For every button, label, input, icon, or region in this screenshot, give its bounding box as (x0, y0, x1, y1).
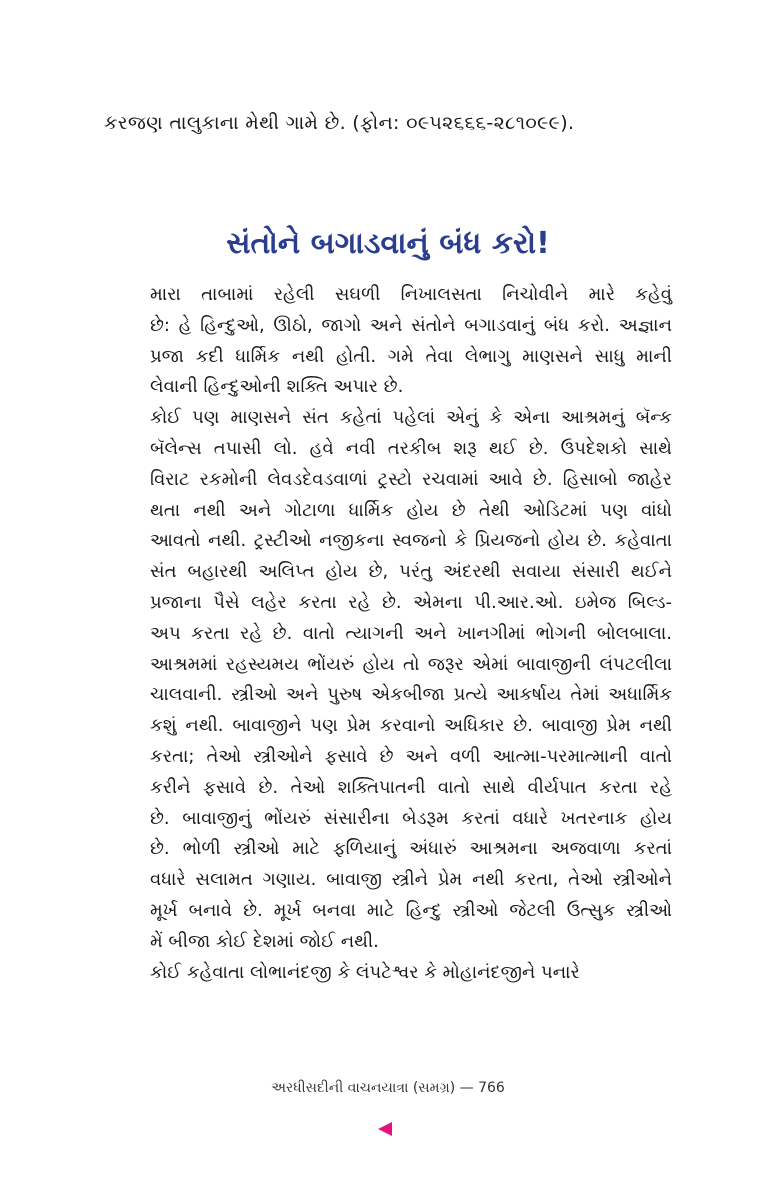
text-line: કરતા; તેઓ સ્ત્રીઓને ફસાવે છે અને વળી આત્મા-પરમાત્માની વાતો (150, 745, 672, 767)
left-triangle-icon[interactable] (378, 1122, 392, 1136)
page-footer: અરધીસદીની વાચનયાત્રા (સમગ્ર) — 766 (271, 1080, 505, 1096)
text-line: પ્રજા કદી ધાર્મિક નથી હોતી. ગમે તેવા લેભાગુ માણસને સાધુ માની (150, 345, 672, 367)
text-line: કોઈ કહેવાતા લોભાનંદજી કે લંપટેશ્વર કે મોહાનંદજીને પનારે (150, 961, 580, 983)
intro-line: કરજણ તાલુકાના મેથી ગામે છે. (ફોન: ૦૯૫૨૬૬૬-૨૮૧૦૯૯). (104, 112, 575, 134)
text-line: મારા તાબામાં રહેલી સઘળી નિખાલસતા નિચોવીને મારે કહેવું (150, 284, 672, 305)
text-line: વિરાટ રકમોની લેવડદેવડવાળાં ટ્રસ્ટો રચવામાં આવે છે. હિસાબો જાહેર (150, 468, 672, 490)
text-line: કોઈ પણ માણસને સંત કહેતાં પહેલાં એનું કે એના આશ્રમનું બૅન્ક (150, 407, 672, 429)
text-line: પ્રજાના પૈસે લહેર કરતા રહે છે. એમના પી.આર.ઓ. ઇમેજ બિલ્ડ- (150, 591, 672, 613)
page-title: સંતોને બગાડવાનું બંધ કરો! (226, 226, 550, 261)
paragraph-3 (104, 958, 672, 989)
text-line: અપ કરતા રહે છે. વાતો ત્યાગની અને ખાનગીમાં ભોગની બોલબાલા. (150, 622, 672, 644)
paragraph-2 (104, 403, 672, 957)
text-line: સંત બહારથી અલિપ્ત હોય છે, પરંતુ અંદરથી સવાયા સંસારી થઈને (150, 561, 672, 583)
text-line: બૅલેન્સ તપાસી લો. હવે નવી તરકીબ શરૂ થઈ છે. ઉપદેશકો સાથે (150, 437, 672, 459)
text-line: છે. બાવાજીનું ભોંયરું સંસારીના બેડરૂમ કરતાં વધારે ખતરનાક હોય (150, 807, 672, 829)
text-line: લેવાની હિન્દુઓની શક્તિ અપાર છે. (150, 376, 404, 398)
text-line: આશ્રમમાં રહસ્યમય ભોંયરું હોય તો જરૂર એમાં બાવાજીની લંપટલીલા (150, 653, 672, 675)
text-line: વધારે સલામત ગણાય. બાવાજી સ્ત્રીને પ્રેમ નથી કરતા, તેઓ સ્ત્રીઓને (150, 869, 672, 891)
text-line: કરીને ફસાવે છે. તેઓ શક્તિપાતની વાતો સાથે વીર્યપાત કરતા રહે (150, 776, 672, 798)
paragraph-1 (104, 280, 672, 403)
text-line: મેં બીજા કોઈ દેશમાં જોઈ નથી. (150, 930, 379, 952)
text-line: થતા નથી અને ગોટાળા ધાર્મિક હોય છે તેથી ઓડિટમાં પણ વાંધો (150, 499, 672, 521)
article-body (104, 280, 672, 988)
text-line: છે: હે હિન્દુઓ, ઊઠો, જાગો અને સંતોને બગાડવાનું બંધ કરો. અજ્ઞાન (150, 314, 672, 336)
text-line: ચાલવાની. સ્ત્રીઓ અને પુરુષ એકબીજા પ્રત્યે આકર્ષાય તેમાં અધાર્મિક (150, 684, 672, 706)
text-line: મૂર્ખ બનાવે છે. મૂર્ખ બનવા માટે હિન્દુ સ્ત્રીઓ જેટલી ઉત્સુક સ્ત્રીઓ (150, 899, 672, 921)
text-line: છે. ભોળી સ્ત્રીઓ માટે ફળિયાનું અંધારું આશ્રમના અજવાળા કરતાં (150, 838, 672, 860)
text-line: આવતો નથી. ટ્રસ્ટીઓ નજીકના સ્વજનો કે પ્રિયજનો હોય છે. કહેવાતા (150, 530, 672, 552)
text-line: કશું નથી. બાવાજીને પણ પ્રેમ કરવાનો અધિકાર છે. બાવાજી પ્રેમ નથી (150, 715, 672, 737)
